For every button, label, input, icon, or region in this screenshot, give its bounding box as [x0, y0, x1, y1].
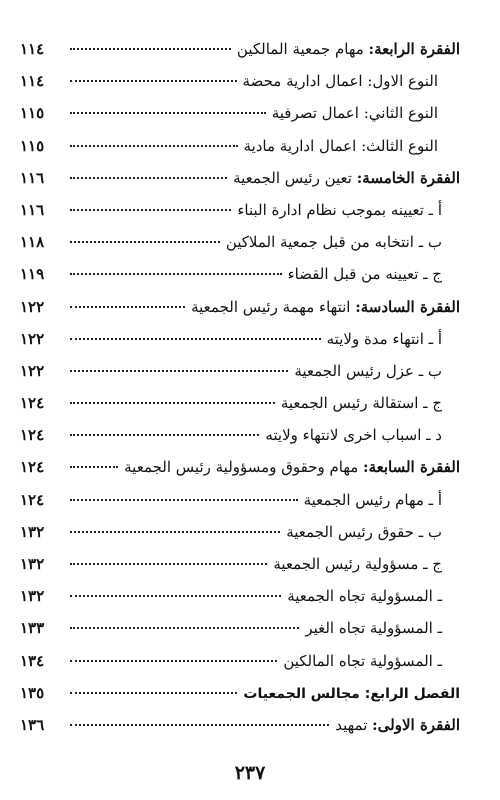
toc-entry-title	[243, 72, 438, 90]
toc-page-number: ١١٥	[20, 136, 45, 155]
dot-leader	[70, 241, 220, 243]
toc-entry-text: مهام جمعية المالكين	[236, 40, 369, 58]
toc-page-number: ١٣٢	[20, 522, 45, 541]
toc-page-number: ١٣٢	[20, 587, 45, 606]
toc-page-number: ١١٦	[20, 200, 45, 219]
toc-entry	[0, 458, 500, 490]
toc-entry-heading: الفقرة السابعة:	[363, 458, 460, 477]
dot-leader	[70, 112, 266, 114]
toc-entry-text: انتهاء مهمة رئيس الجمعية	[191, 297, 356, 316]
toc-page-number: ١١٨	[20, 233, 45, 252]
toc-entry-title	[243, 686, 460, 702]
toc-entry	[0, 72, 500, 104]
dot-leader	[70, 563, 267, 565]
toc-entry	[0, 104, 500, 136]
toc-page-number: ١٣٥	[20, 683, 45, 702]
toc-entry-title	[273, 555, 442, 573]
dot-leader	[70, 209, 231, 211]
toc-entry-title	[305, 619, 442, 637]
toc-page-number: ١١٩	[20, 265, 45, 284]
dot-leader	[70, 273, 282, 275]
toc-entry-title	[335, 716, 460, 734]
toc-entry-title	[191, 298, 460, 316]
toc-entry-title	[287, 587, 442, 605]
toc-entry-text: النوع الثالث: اعمال ادارية مادية	[243, 136, 438, 155]
toc-entry-text: ج ـ مسؤولية رئيس الجمعية	[273, 555, 442, 573]
toc-entry-text: ب ـ حقوق رئيس الجمعية	[286, 522, 442, 541]
toc-entry	[0, 491, 500, 523]
toc-entry-title	[244, 137, 438, 155]
toc-entry-text: ـ المسؤولية تجاه المالكين	[283, 651, 442, 670]
toc-page-number: ١١٦	[20, 168, 45, 187]
dot-leader	[70, 434, 259, 436]
toc-entry	[0, 169, 500, 201]
dot-leader	[70, 48, 231, 50]
dot-leader	[70, 177, 227, 179]
toc-page-number: ١٢٤	[20, 426, 45, 445]
toc-entry	[0, 233, 500, 265]
toc-entry-title	[124, 458, 460, 476]
toc-entry	[0, 330, 500, 362]
toc-entry-text: مجالس الجمعيات	[243, 685, 365, 702]
toc-page-number: ١١٤	[20, 72, 45, 91]
toc-entry	[0, 587, 500, 619]
dot-leader	[70, 466, 118, 468]
toc-entry-title	[237, 40, 460, 58]
toc-entry-text: د ـ اسباب اخرى لانتهاء ولايته	[265, 426, 442, 445]
toc-page-number: ١٣٣	[20, 619, 45, 638]
toc-entry-text: ب ـ عزل رئيس الجمعية	[294, 361, 442, 380]
dot-leader	[70, 660, 277, 662]
toc-page-number: ١٣٢	[20, 555, 45, 573]
toc-entry-title	[304, 491, 442, 509]
toc-page-number: ١٢٢	[20, 329, 45, 348]
toc-entry-text: ـ المسؤولية تجاه الجمعية	[287, 587, 442, 606]
toc-entry-text: أ ـ مهام رئيس الجمعية	[303, 490, 442, 509]
toc-entry	[0, 137, 500, 169]
toc-entry-title	[327, 330, 442, 348]
page-number: ٢٣٧	[234, 762, 266, 784]
toc-entry	[0, 362, 500, 394]
toc-page-number: ١٣٤	[20, 651, 45, 670]
toc-entry-text: النوع الاول: اعمال ادارية محضة	[242, 72, 438, 91]
toc-entry-title	[233, 169, 460, 187]
toc-entry-text: أ ـ انتهاء مدة ولايته	[326, 329, 442, 348]
toc-entry	[0, 555, 500, 587]
toc-entry-text: النوع الثاني: اعمال تصرفية	[271, 104, 438, 123]
toc-entry	[0, 716, 500, 748]
toc-entry	[0, 201, 500, 233]
toc-entry-heading: الفقرة الخامسة:	[356, 168, 460, 187]
toc-page-number: ١٢٢	[20, 361, 45, 380]
toc-entry-text: تمهيد	[335, 715, 373, 734]
toc-entry-title	[286, 523, 442, 541]
toc-entry-title	[288, 265, 442, 283]
toc-entry-heading: الفقرة الاولى:	[372, 715, 460, 734]
dot-leader	[70, 692, 237, 694]
toc-entry	[0, 265, 500, 297]
toc-entry	[0, 652, 500, 684]
toc-entry	[0, 40, 500, 72]
toc-entry	[0, 298, 500, 330]
toc-entry-text: ج ـ تعيينه من قبل القضاء	[287, 265, 442, 284]
dot-leader	[70, 306, 185, 308]
toc-entry-text: ج ـ استقالة رئيس الجمعية	[280, 394, 442, 413]
toc-entry-title	[226, 233, 442, 251]
toc-entry	[0, 619, 500, 651]
toc-entry-text: مهام وحقوق ومسؤولية رئيس الجمعية	[124, 458, 364, 477]
toc-entry	[0, 394, 500, 426]
toc-page-number: ١٢٤	[20, 458, 45, 477]
toc-entry-title	[237, 201, 442, 219]
toc-entry-text: تعين رئيس الجمعية	[233, 168, 357, 187]
toc-page-number: ١٣٦	[20, 715, 45, 734]
toc-entry-title	[294, 362, 442, 380]
dot-leader	[70, 595, 281, 597]
dot-leader	[70, 370, 288, 372]
toc-page-number: ١٢٤	[20, 490, 45, 509]
dot-leader	[70, 402, 275, 404]
dot-leader	[70, 80, 237, 82]
dot-leader	[70, 627, 299, 629]
table-of-contents	[0, 40, 500, 748]
toc-entry-text: ب ـ انتخابه من قبل جمعية الملاكين	[225, 233, 442, 252]
dot-leader	[70, 499, 298, 501]
toc-entry-heading: الفصل الرابع:	[364, 685, 460, 702]
toc-entry-text: أ ـ تعيينه بموجب نظام ادارة البناء	[237, 200, 442, 219]
toc-entry-title	[283, 652, 442, 670]
toc-page-number: ١١٤	[20, 40, 45, 58]
toc-entry	[0, 684, 500, 716]
toc-entry	[0, 523, 500, 555]
dot-leader	[70, 531, 280, 533]
toc-entry-heading: الفقرة السادسة:	[355, 297, 460, 316]
toc-entry-title	[281, 394, 442, 412]
toc-page-number: ١٢٢	[20, 297, 45, 316]
toc-entry-text: ـ المسؤولية تجاه الغير	[305, 619, 442, 638]
toc-entry-title	[265, 426, 442, 444]
toc-page-number: ١٢٤	[20, 394, 45, 413]
dot-leader	[70, 724, 329, 726]
toc-page-number: ١١٥	[20, 104, 45, 123]
dot-leader	[70, 145, 238, 147]
dot-leader	[70, 338, 321, 340]
toc-entry-heading: الفقرة الرابعة:	[368, 40, 460, 58]
toc-entry-title	[272, 104, 438, 122]
toc-entry	[0, 426, 500, 458]
